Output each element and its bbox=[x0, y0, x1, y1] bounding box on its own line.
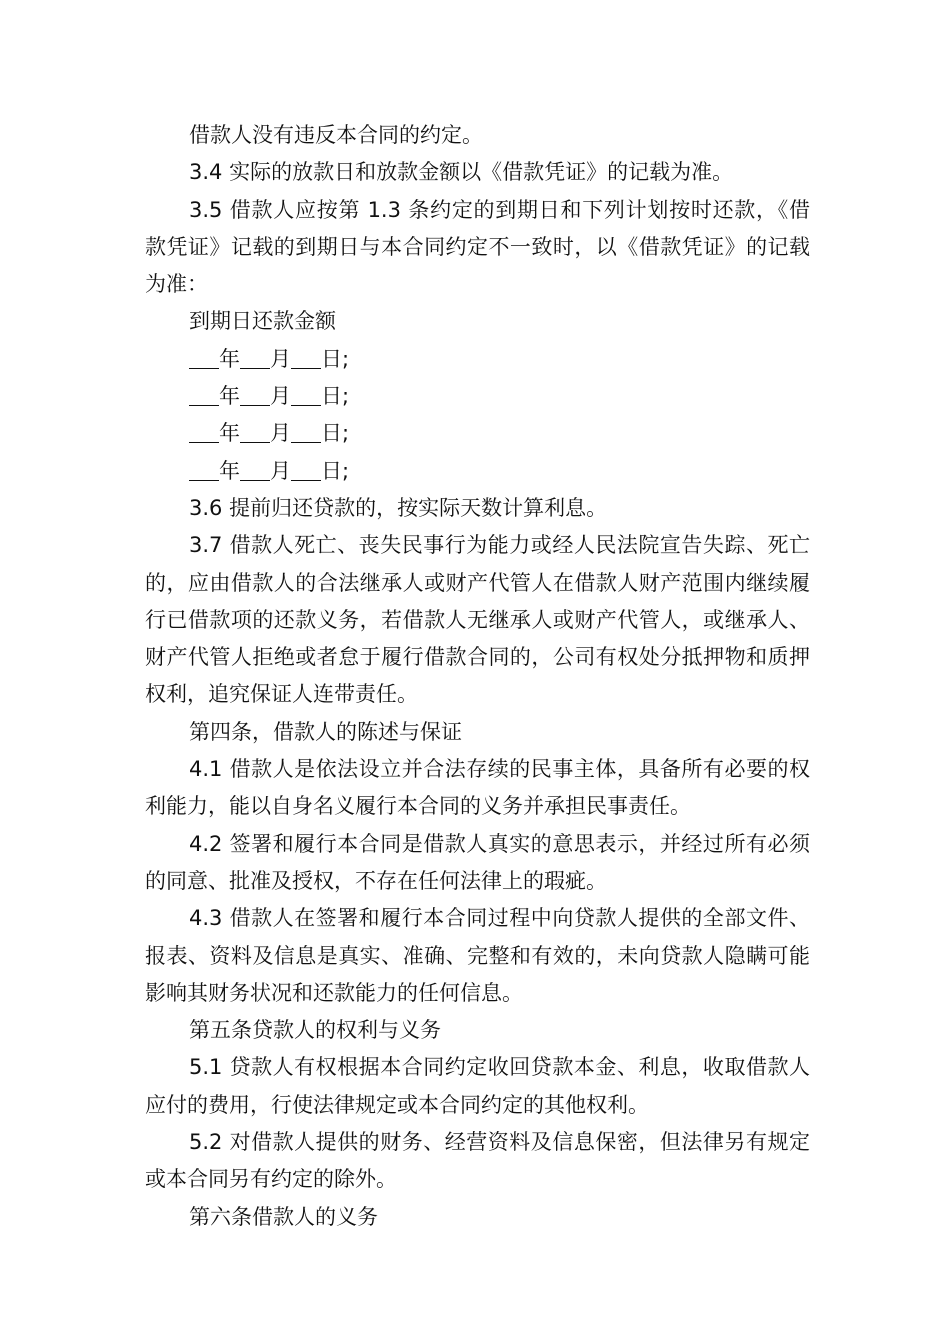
date-row bbox=[145, 453, 810, 490]
heading-article-5: 第五条贷款人的权利与义务 bbox=[189, 1018, 441, 1043]
year-label: 年 bbox=[219, 346, 240, 371]
day-label: 日; bbox=[321, 346, 350, 371]
date-row bbox=[145, 415, 810, 452]
year-label: 年 bbox=[219, 458, 240, 483]
year-blank bbox=[189, 346, 219, 369]
day-blank bbox=[291, 420, 321, 443]
year-label: 年 bbox=[219, 384, 240, 409]
day-label: 日; bbox=[321, 421, 350, 446]
month-blank bbox=[240, 420, 270, 443]
paragraph-4-2: 4.2 签署和履行本合同是借款人真实的意思表示，并经过所有必须的同意、批准及授权，不存在任何法律上的瑕疵。 bbox=[145, 831, 810, 893]
year-blank bbox=[189, 383, 219, 406]
heading-article-6: 第六条借款人的义务 bbox=[189, 1204, 378, 1229]
month-blank bbox=[240, 346, 270, 369]
heading-article-4: 第四条，借款人的陈述与保证 bbox=[189, 719, 462, 744]
year-blank bbox=[189, 420, 219, 443]
month-blank bbox=[240, 383, 270, 406]
paragraph-3-4: 3.4 实际的放款日和放款金额以《借款凭证》的记载为准。 bbox=[189, 160, 734, 185]
paragraph-5-2: 5.2 对借款人提供的财务、经营资料及信息保密，但法律另有规定或本合同另有约定的除外。 bbox=[145, 1130, 810, 1192]
year-blank bbox=[189, 458, 219, 481]
month-label: 月 bbox=[270, 384, 291, 409]
day-blank bbox=[291, 383, 321, 406]
month-label: 月 bbox=[270, 458, 291, 483]
paragraph-3-7: 3.7 借款人死亡、丧失民事行为能力或经人民法院宣告失踪、死亡的，应由借款人的合法继承人或财产代管人在借款人财产范围内继续履行已借款项的还款义务，若借款人无继承人或财产代管人，或继承人、财产代管人拒绝或者怠于履行借款合同的，公司有权处分抵押物和质押权利，追究保证人连带责任。 bbox=[145, 533, 810, 707]
month-label: 月 bbox=[270, 346, 291, 371]
month-blank bbox=[240, 458, 270, 481]
date-row bbox=[145, 341, 810, 378]
paragraph-4-1: 4.1 借款人是依法设立并合法存续的民事主体，具备所有必要的权利能力，能以自身名义履行本合同的义务并承担民事责任。 bbox=[145, 757, 810, 819]
paragraph-due-date-amount: 到期日还款金额 bbox=[189, 309, 336, 334]
paragraph-3-5: 3.5 借款人应按第 1.3 条约定的到期日和下列计划按时还款，《借款凭证》记载的到期日与本合同约定不一致时，以《借款凭证》的记载为准： bbox=[145, 197, 810, 297]
day-label: 日; bbox=[321, 458, 350, 483]
day-label: 日; bbox=[321, 384, 350, 409]
paragraph-5-1: 5.1 贷款人有权根据本合同约定收回贷款本金、利息，收取借款人应付的费用，行使法律规定或本合同约定的其他权利。 bbox=[145, 1055, 810, 1117]
date-row bbox=[145, 378, 810, 415]
paragraph-3-6: 3.6 提前归还贷款的，按实际天数计算利息。 bbox=[189, 495, 608, 520]
paragraph-borrower-no-breach: 借款人没有违反本合同的约定。 bbox=[189, 123, 483, 147]
day-blank bbox=[291, 458, 321, 481]
day-blank bbox=[291, 346, 321, 369]
year-label: 年 bbox=[219, 421, 240, 446]
document-body bbox=[145, 117, 810, 1236]
paragraph-4-3: 4.3 借款人在签署和履行本合同过程中向贷款人提供的全部文件、报表、资料及信息是真实、准确、完整和有效的，未向贷款人隐瞒可能影响其财务状况和还款能力的任何信息。 bbox=[145, 906, 810, 1005]
month-label: 月 bbox=[270, 421, 291, 446]
